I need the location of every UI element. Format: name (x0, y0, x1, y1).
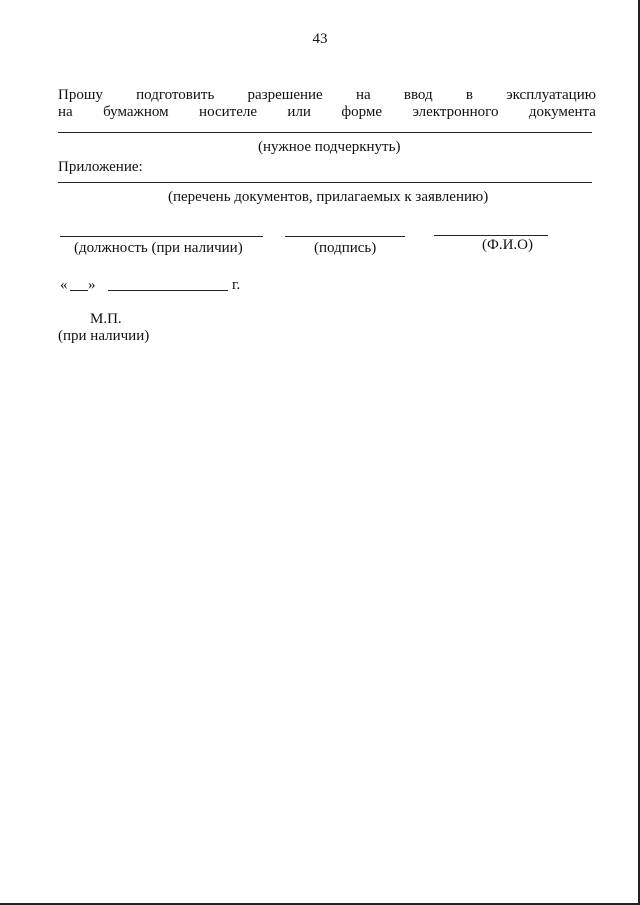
request-word: на (355, 87, 371, 103)
request-word: в (465, 87, 473, 103)
request-word: эксплуатацию (506, 87, 596, 103)
date-month-year-field[interactable] (108, 290, 228, 291)
request-word: электронного (412, 104, 499, 120)
date-year-suffix: г. (232, 277, 241, 293)
position-caption: (должность (при наличии) (74, 240, 243, 256)
signature-field[interactable] (285, 236, 405, 237)
request-word: ввод (403, 87, 433, 103)
page-number: 43 (312, 31, 328, 47)
stamp-note: (при наличии) (58, 328, 150, 344)
underline-hint: (нужное подчеркнуть) (258, 139, 401, 155)
request-word: документа (528, 104, 596, 120)
date-open-quote: « (60, 277, 68, 293)
signature-caption: (подпись) (314, 240, 377, 256)
request-word: Прошу (58, 87, 103, 103)
request-word: носителе (199, 104, 257, 120)
request-text-line-2 (58, 103, 596, 121)
attachment-label: Приложение: (58, 159, 143, 175)
request-text-line-1 (58, 86, 596, 104)
attachment-field[interactable] (58, 182, 592, 183)
stamp-label: М.П. (90, 311, 122, 327)
position-field[interactable] (60, 236, 263, 237)
request-word: разрешение (247, 87, 323, 103)
date-close-quote: » (88, 277, 96, 293)
request-word: подготовить (136, 87, 215, 103)
request-word: или (287, 104, 311, 120)
request-word: на (58, 104, 73, 120)
request-word: форме (341, 104, 383, 120)
date-day-field[interactable] (70, 290, 88, 291)
request-word: бумажном (103, 104, 169, 120)
underline-field[interactable] (58, 132, 592, 133)
full-name-caption: (Ф.И.О) (482, 237, 534, 253)
attachment-hint: (перечень документов, прилагаемых к заявлению) (168, 189, 489, 205)
